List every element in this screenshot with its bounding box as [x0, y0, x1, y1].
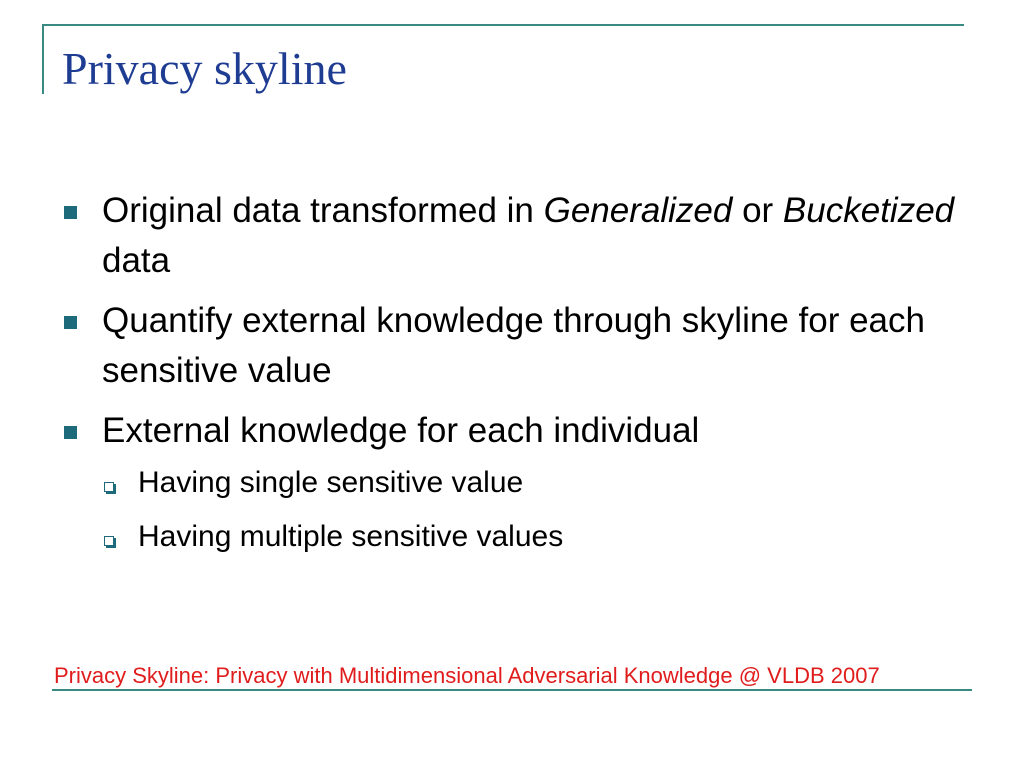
bullet-text: Quantify external knowledge through skyline for each sensitive value	[102, 301, 925, 390]
bullet-item	[62, 186, 962, 286]
hollow-square-bullet-icon	[104, 536, 114, 546]
square-bullet-icon	[64, 316, 77, 329]
bullet-item	[62, 406, 962, 456]
hollow-square-bullet-icon	[104, 482, 114, 492]
sub-bullet-item	[102, 460, 962, 506]
bullet-text: External knowledge for each individual	[102, 411, 700, 450]
frame-top-line	[42, 24, 964, 26]
sub-bullet-list	[102, 460, 962, 560]
bullet-list	[62, 186, 962, 568]
sub-bullet-item	[102, 514, 962, 560]
square-bullet-icon	[64, 426, 77, 439]
frame-left-line	[42, 24, 44, 94]
sub-bullet-text: Having multiple sensitive values	[138, 520, 564, 553]
sub-bullet-text: Having single sensitive value	[138, 466, 524, 499]
slide-title: Privacy skyline	[62, 43, 347, 94]
bullet-text: Original data transformed in Generalized or Bucketized data	[102, 191, 955, 280]
bullet-item	[62, 296, 962, 396]
citation-text: Privacy Skyline: Privacy with Multidimensional Adversarial Knowledge @ VLDB 2007	[54, 663, 880, 688]
square-bullet-icon	[64, 206, 77, 219]
